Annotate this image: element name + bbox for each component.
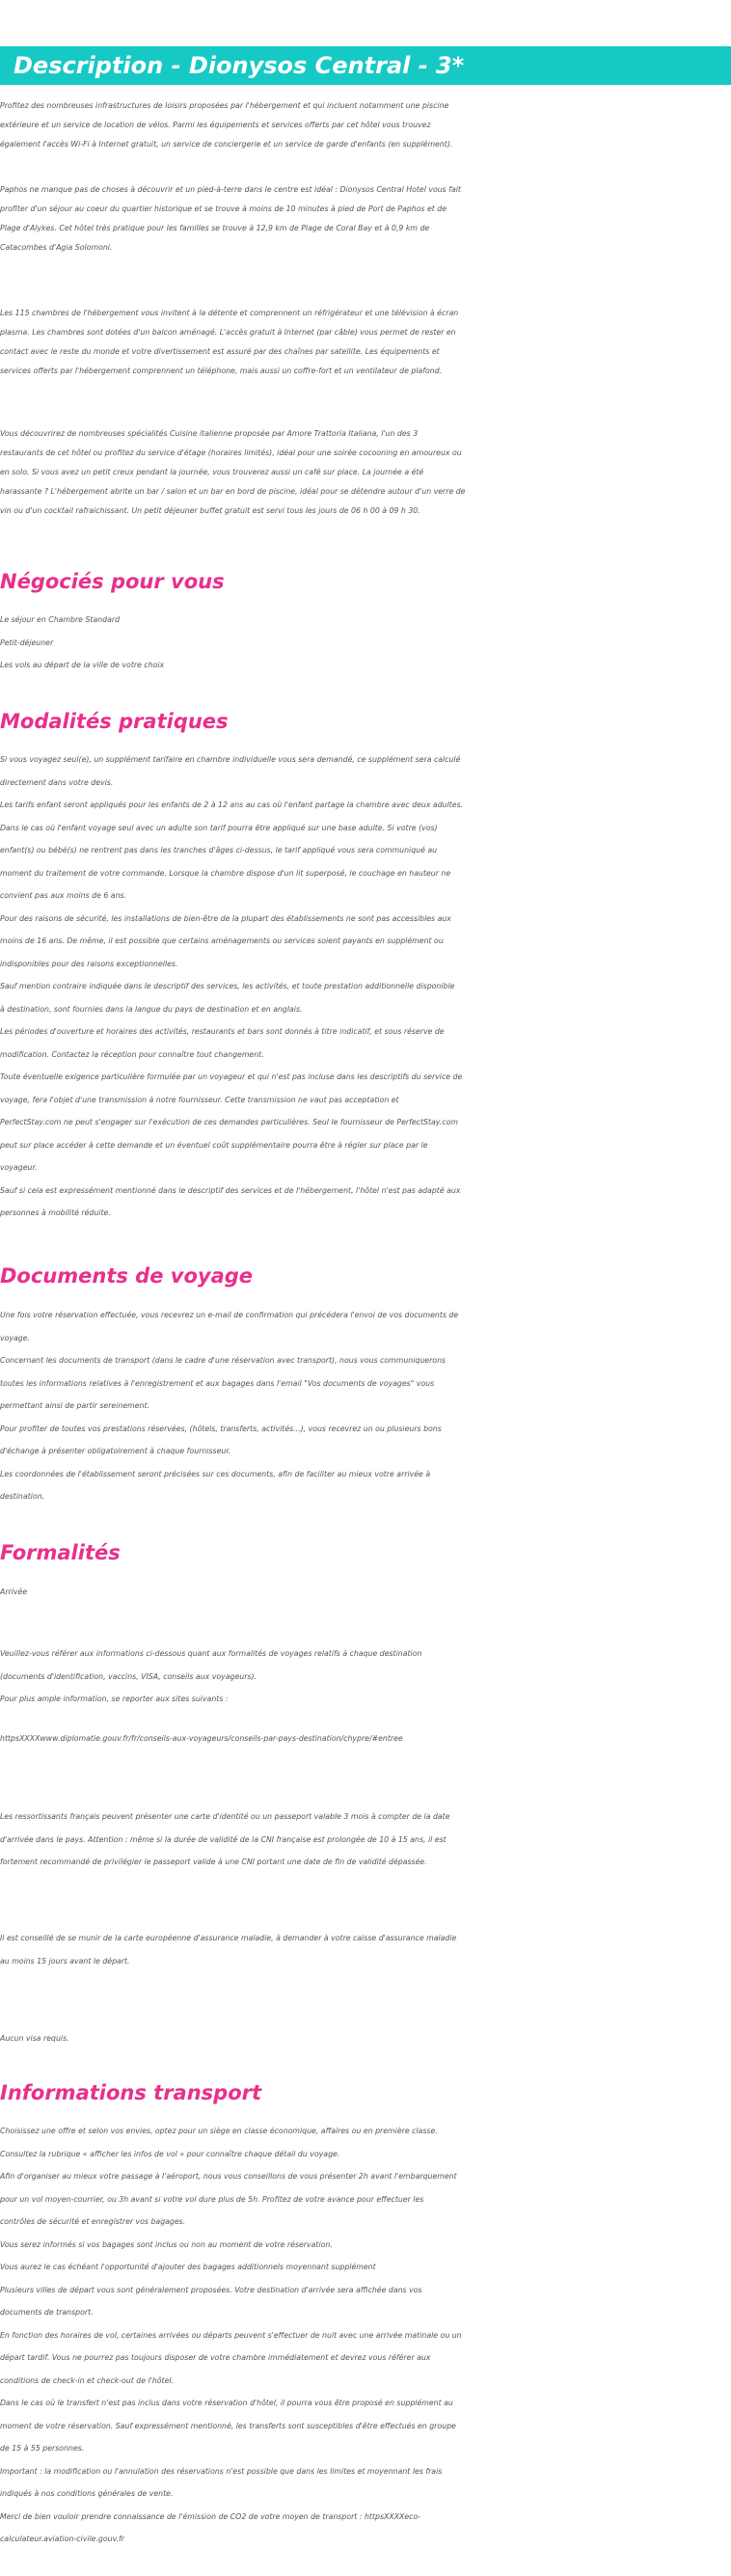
description-paragraph-1: Profitez des nombreuses infrastructures de loisirs proposées par l'hébergement et qui incluent notamment une piscine extérieure et un service de location de vélos. Parmi les équipements et services offerts par cet hôtel vous trouvez également l'accès Wi-Fi à Internet gratuit, un service de conciergerie et un service de garde d'enfants (en supplément). [0,101,453,149]
list-item: Petit-déjeuner [0,637,54,647]
formalites-identity: Les ressortissants français peuvent présenter une carte d'identité ou un passeport valable 3 mois à compter de la date d'arrivée dans le pays. Attention : même si la durée de validité de la CNI française est prolongée de 10 à 15 ans, il est fortement recommandé de privilégier le passeport valide à une CNI portant une date de fin de validité dépassée. [0,1812,450,1866]
formalites-heading: Formalités [0,1541,121,1564]
formalites-link[interactable]: httpsXXXXwww.diplomatie.gouv.fr/fr/conseils-aux-voyageurs/conseils-par-pays-destination/chypre/#entree [0,1734,403,1743]
description-paragraph-4: Vous découvrirez de nombreuses spécialités Cuisine italienne proposée par Amore Trattoria Italiana, l'un des 3 restaurants de cet hôtel ou profitez du service d'étage (horaires limités), idéal pour une soirée cocooning en amoureux ou en solo. Si vous avez un petit creux pendant la journée, vous trouverez aussi un café sur place. La journée a été harassante ? L'hébergement abrite un bar / salon et un bar en bord de piscine, idéal pour se détendre autour d'un verre de vin ou d'un cocktail rafraichissant. Un petit déjeuner buffet gratuit est servi tous les jours de 06 h 00 à 09 h 30. [0,429,466,515]
list-item: Le séjour en Chambre Standard [0,615,121,624]
description-title: Description - Dionysos Central - 3* [14,52,465,79]
list-item: Les vols au départ de la ville de votre choix [0,661,165,669]
formalites-visa: Aucun visa requis. [0,2034,69,2043]
modalites-text: Si vous voyagez seul(e), un supplément tarifaire en chambre individuelle vous sera demandé, ce supplément sera calculé directement dans votre devis. Les tarifs enfant seront appliqués pour les enfants de 2 à 12 ans au cas où l'enfant partage la chambre avec deux adultes. Dans le cas où l'enfant voyage seul avec un adulte son tarif pourra être appliqué sur une base adulte. Si votre (vos) enfant(s) ou bébé(s) ne rentrent pas dans les tranches d'âges ci-dessus, le tarif appliqué vous sera communiqué au moment du traitement de votre commande. Lorsque la chambre dispose d'un lit superposé, le couchage en hauteur ne convient pas aux moins de 6 ans. Pour des raisons de sécurité, les installations de bien-être de la plupart des établissements ne sont pas accessibles aux moins de 16 ans. De même, il est possible que certains aménagements ou services soient payants en supplément ou indisponibles pour des raisons exceptionnelles. Sauf mention contraire indiquée dans le descriptif des services, les activités, et toute prestation additionnelle disponible à destination, sont fournies dans la langue du pays de destination et en anglais. Les périodes d'ouverture et horaires des activités, restaurants et bars sont donnés à titre indicatif, et sous réserve de modification. Contactez la réception pour connaître tout changement. Toute éventuelle exigence particulière formulée par un voyageur et qui n'est pas incluse dans les descriptifs du service de voyage, fera l'objet d'une transmission à notre fournisseur. Cette transmission ne vaut pas acceptation et PerfectStay.com ne peut s'engager sur l'exécution de ces demandes particulières. Seul le fournisseur de PerfectStay.com peut sur place accéder à cette demande et un éventuel coût supplémentaire pourra être à régler sur place par le voyageur. Sauf si cela est expressément mentionné dans le descriptif des services et de l'hébergement, l'hôtel n'est pas adapté aux personnes à mobilité réduite. [0,755,464,1217]
formalites-arrivee: Arrivée [0,1587,28,1596]
negocies-list [0,609,731,677]
transport-text: Choisissez une offre et selon vos envies, optez pour un siège en classe économique, affaires ou en première classe. Consultez la rubrique « afficher les infos de vol » pour connaître chaque détail du voyage. Afin d'organiser au mieux votre passage à l'aéroport, nous vous conseillons de vous présenter 2h avant l'embarquement pour un vol moyen-courrier, ou 3h avant si votre vol dure plus de 5h. Profitez de votre avance pour effectuer les contrôles de sécurité et enregistrer vos bagages. Vous serez informés si vos bagages sont inclus ou non au moment de votre réservation. Vous aurez le cas échéant l'opportunité d'ajouter des bagages additionnels moyennant supplément Plusieurs villes de départ vous sont généralement proposées. Votre destination d'arrivée sera affichée dans vos documents de transport. En fonction des horaires de vol, certaines arrivées ou départs peuvent s'effectuer de nuit avec une arrivée matinale ou un départ tardif. Vous ne pourrez pas toujours disposer de votre chambre immédiatement et devrez vous référer aux conditions de check-in et check-out de l'hôtel. Dans le cas où le transfert n'est pas inclus dans votre réservation d'hôtel, il pourra vous être proposé en supplément au moment de votre réservation. Sauf expressément mentionné, les transferts sont susceptibles d'être effectués en groupe de 15 à 55 personnes. Important : la modification ou l'annulation des réservations n'est possible que dans les limites et moyennant les frais indiqués à nos conditions générales de vente. Merci de bien vouloir prendre connaissance de l'émission de CO2 de votre moyen de transport : httpsXXXXeco- calculateur.aviation-civile.gouv.fr [0,2127,462,2543]
description-paragraph-2: Paphos ne manque pas de choses à découvrir et un pied-à-terre dans le centre est idéal : Dionysos Central Hotel vous fait profiter d'un séjour au coeur du quartier historique et se trouve à moins de 10 minutes à pied de Port de Paphos et de Plage d'Alykes. Cet hôtel très pratique pour les familles se trouve à 12,9 km de Plage de Coral Bay et à 0,9 km de Catacombes d'Agia Solomoni. [0,185,461,252]
formalites-health: Il est conseillé de se munir de la carte européenne d'assurance maladie, à demander à votre caisse d'assurance maladie au moins 15 jours avant le départ. [0,1934,457,1966]
negocies-heading: Négociés pour vous [0,570,225,593]
transport-heading: Informations transport [0,2081,262,2104]
description-paragraph-3: Les 115 chambres de l'hébergement vous invitent à la détente et comprennent un réfrigérateur et une télévision à écran plasma. Les chambres sont dotées d'un balcon aménagé. L'accès gratuit à Internet (par câble) vous permet de rester en contact avec le reste du monde et votre divertissement est assuré par des chaînes par satellite. Les équipements et services offerts par l'hébergement comprennent un téléphone, mais aussi un coffre-fort et un ventilateur de plafond. [0,309,459,375]
description-header [0,46,731,85]
documents-heading: Documents de voyage [0,1264,254,1288]
documents-text: Une fois votre réservation effectuée, vous recevrez un e-mail de confirmation qui précédera l'envoi de vos documents de voyage. Concernant les documents de transport (dans le cadre d'une réservation avec transport), nous vous communiquerons toutes les informations relatives à l'enregistrement et aux bagages dans l'email "Vos documents de voyages" vous permettant ainsi de partir sereinement. Pour profiter de toutes vos prestations réservées, (hôtels, transferts, activités...), vous recevrez un ou plusieurs bons d'échange à présenter obligatoirement à chaque fournisseur. Les coordonnées de l'établissement seront précisées sur ces documents, afin de faciliter au mieux votre arrivée à destination. [0,1311,459,1501]
formalites-intro: Veuillez-vous référer aux informations ci-dessous quant aux formalités de voyages relatifs à chaque destination (documents d'identification, vaccins, VISA, conseils aux voyageurs). Pour plus ample information, se reporter aux sites suivants : [0,1649,422,1703]
modalites-heading: Modalités pratiques [0,710,229,733]
